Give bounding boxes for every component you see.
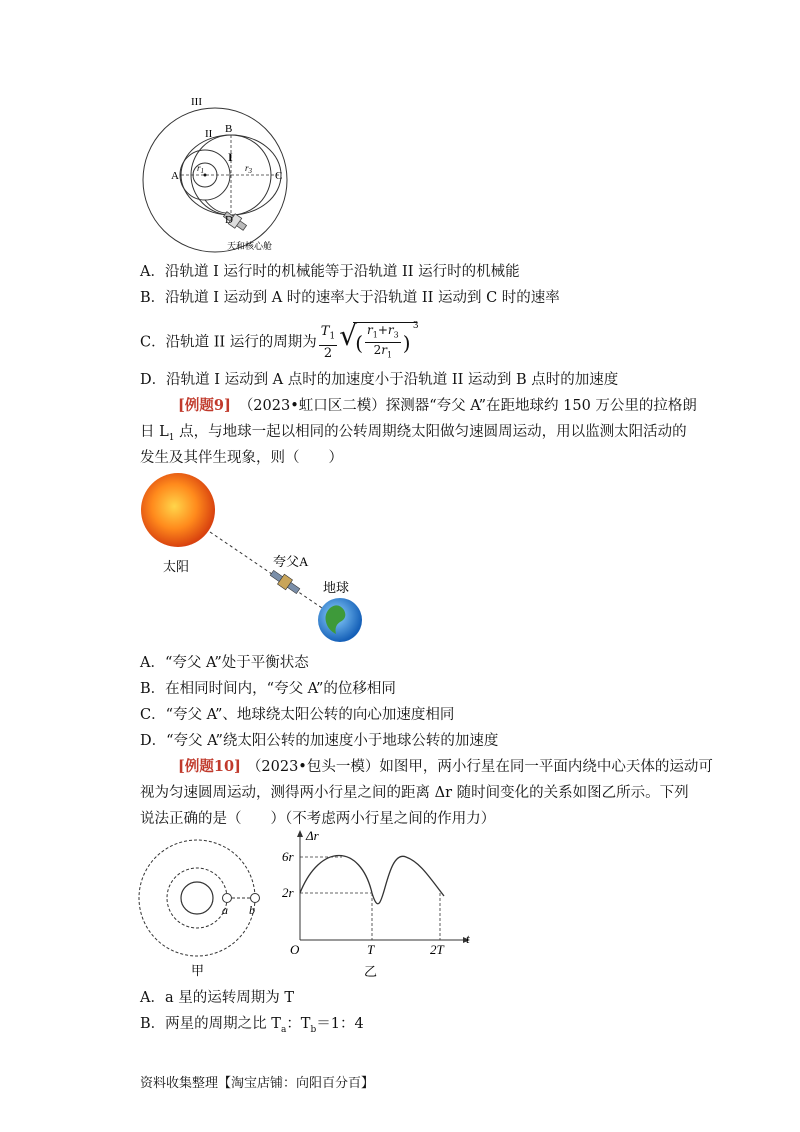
- label-T: T: [367, 942, 375, 957]
- sun-earth-diagram: [135, 470, 375, 650]
- q8-option-d: D．沿轨道 I 运动到 A 点时的加速度小于沿轨道 II 运动到 B 点时的加速度: [140, 372, 619, 388]
- q9-option-a: A．“夸父 A”处于平衡状态: [140, 655, 309, 671]
- label-delta-r: Δr: [306, 828, 319, 843]
- label-o: O: [290, 942, 300, 957]
- sun-earth-line: [210, 532, 325, 610]
- q8-option-b: B．沿轨道 I 运动到 A 时的速率大于沿轨道 II 运动到 C 时的速率: [140, 290, 560, 306]
- y-arrow: [297, 830, 303, 837]
- label-B: B: [225, 123, 233, 135]
- orbit-figure-jia: [135, 830, 275, 980]
- label-2T: 2T: [430, 942, 444, 957]
- q8-option-c: C．沿轨道 II 运行的周期为 $\frac{T_1}{2}$ √ ( $\frac{r_1+r_3}{2r_1}$ ) 3: [140, 322, 417, 362]
- planet-a: [223, 894, 232, 903]
- sun-icon: [141, 473, 215, 547]
- q10-option-a: A．a 星的运转周期为 T: [140, 990, 295, 1006]
- q10-line3: 说法正确的是（ ）（不考虑两小行星之间的作用力）: [140, 811, 496, 827]
- q8-c-fraction: $\frac{T_1}{2}$: [320, 324, 336, 361]
- q10-line1: [例题10] （2023•包头一模）如图甲，两小行星在同一平面内绕中心天体的运动可: [178, 758, 713, 775]
- label-r1: $r_1$: [197, 163, 205, 175]
- distance-time-graph: [280, 828, 480, 983]
- label-b: b: [249, 903, 255, 917]
- label-earth: 地球: [323, 580, 350, 595]
- q9-option-c: C．“夸父 A”、地球绕太阳公转的向心加速度相同: [140, 707, 455, 723]
- q9-option-b: B．在相同时间内，“夸父 A”的位移相同: [140, 681, 396, 697]
- q9-label: [例题9]: [178, 397, 231, 414]
- q10-line2: 视为匀速圆周运动，测得两小行星之间的距离 Δr 随时间变化的关系如图乙所示。下列: [140, 785, 689, 801]
- probe-icon: [268, 568, 301, 596]
- label-6r: 6r: [282, 849, 294, 864]
- label-jia: 甲: [191, 963, 205, 978]
- label-yi: 乙: [364, 964, 378, 979]
- q9-option-d: D．“夸父 A”绕太阳公转的加速度小于地球公转的加速度: [140, 733, 499, 749]
- label-C: C: [275, 170, 283, 182]
- label-probe: 夸父A: [273, 554, 309, 569]
- q9-line3: 发生及其伴生现象，则（ ）: [140, 450, 343, 466]
- label-A: A: [171, 170, 179, 182]
- label-D: D: [225, 214, 233, 226]
- label-a: a: [222, 903, 228, 917]
- q8-option-a: A．沿轨道 I 运行时的机械能等于沿轨道 II 运行时的机械能: [140, 264, 520, 280]
- caption-station: 天和核心舱: [227, 241, 273, 251]
- label-2r: 2r: [282, 885, 294, 900]
- label-r3: $r_3$: [245, 163, 253, 175]
- label-I: I: [228, 150, 233, 164]
- planet-b: [251, 894, 260, 903]
- label-II: II: [205, 128, 213, 140]
- q10-option-b: B．两星的周期之比 $T_a$：$T_b=1$：4: [140, 1016, 364, 1035]
- q8-c-sqrt: √ ( $\frac{r_1+r_3}{2r_1}$ ) 3: [339, 322, 416, 363]
- q9-line1: [例题9] （2023•虹口区二模）探测器“夸父 A”在距地球约 150 万公里的拉格朗: [178, 397, 697, 414]
- orbit-III: [143, 108, 287, 252]
- label-sun: 太阳: [163, 559, 190, 574]
- q9-line2: 日 $L_1$ 点，与地球一起以相同的公转周期绕太阳做匀速圆周运动，用以监测太阳活动的: [140, 424, 687, 443]
- central-body: [181, 882, 213, 914]
- q10-label: [例题10]: [178, 758, 241, 775]
- orbit-diagram: [135, 95, 295, 255]
- delta-r-curve: [300, 856, 444, 904]
- footer-note: 资料收集整理【淘宝店铺：向阳百分百】: [140, 1076, 375, 1091]
- label-III: III: [191, 96, 202, 108]
- label-t: t: [466, 931, 470, 946]
